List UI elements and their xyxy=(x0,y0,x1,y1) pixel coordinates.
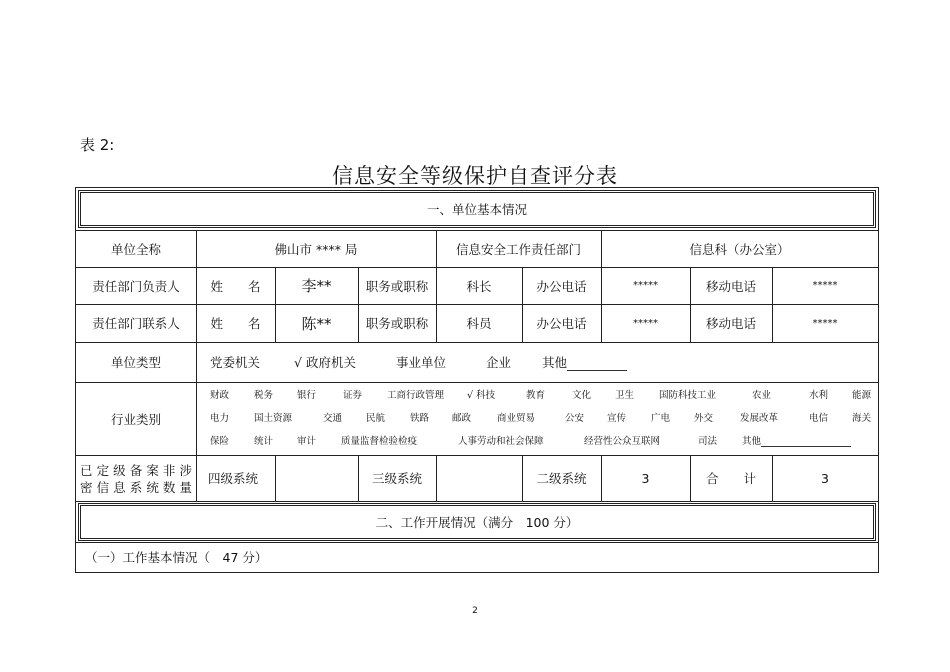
industry-item: 水利 xyxy=(809,390,829,401)
document-title: 信息安全等级保护自查评分表 xyxy=(332,164,618,188)
total-systems-label: 合 计 xyxy=(705,471,756,486)
industry-item: 保险 xyxy=(210,436,230,447)
unit-type-option: 党委机关 xyxy=(210,355,261,370)
level2-systems-label: 二级系统 xyxy=(536,471,587,486)
industry-item: 宣传 xyxy=(607,413,627,424)
dept-contact-title-label: 职务或职称 xyxy=(365,316,429,331)
unit-name-label: 单位全称 xyxy=(110,241,161,257)
industry-item: 银行 xyxy=(297,390,317,401)
dept-head-title: 科长 xyxy=(466,278,492,294)
level4-systems-value xyxy=(275,455,358,501)
industry-item: 工商行政管理 xyxy=(387,390,445,401)
industry-item: 国防科技工业 xyxy=(659,390,717,401)
dept-contact-office-phone-label: 办公电话 xyxy=(536,316,587,331)
dept-head-mobile: ***** xyxy=(812,280,838,291)
dept-contact-name-label: 姓 名 xyxy=(210,316,261,331)
unit-type-label: 单位类型 xyxy=(110,355,161,370)
assessment-table xyxy=(75,187,879,573)
section-header-basic-info: 一、单位基本情况 xyxy=(78,190,876,228)
industry-options xyxy=(196,382,878,455)
dept-head-name-label: 姓 名 xyxy=(210,278,261,294)
industry-item: 能源 xyxy=(852,390,872,401)
industry-item: 商业贸易 xyxy=(497,413,536,424)
industry-item: 发展改革 xyxy=(740,413,779,424)
unit-type-option: √ 政府机关 xyxy=(294,355,356,370)
unit-type-option: 事业单位 xyxy=(396,355,447,370)
industry-item: 文化 xyxy=(572,390,592,401)
system-count-label: 已定级备案非涉 密信息系统数量 xyxy=(80,463,192,495)
industry-item: √ 科技 xyxy=(467,390,496,401)
industry-item: 国土资源 xyxy=(254,413,293,424)
industry-item: 统计 xyxy=(254,436,274,447)
dept-head-office-phone-label: 办公电话 xyxy=(536,278,587,294)
dept-contact-name: 陈** xyxy=(301,314,332,333)
industry-item: 财政 xyxy=(210,390,230,401)
total-systems-value: 3 xyxy=(821,470,829,486)
industry-item: 司法 xyxy=(698,436,718,447)
industry-item: 证券 xyxy=(343,390,363,401)
dept-head-label: 责任部门负责人 xyxy=(92,278,180,294)
industry-item: 海关 xyxy=(852,413,872,424)
dept-head-title-label: 职务或职称 xyxy=(365,278,429,294)
industry-item: 外交 xyxy=(694,413,714,424)
responsible-dept-value: 信息科（办公室） xyxy=(689,241,790,257)
level4-systems-label: 四级系统 xyxy=(208,471,259,486)
unit-name-value: 佛山市 **** 局 xyxy=(274,241,358,257)
industry-item: 铁路 xyxy=(410,413,430,424)
industry-item: 广电 xyxy=(651,413,671,424)
industry-item: 电力 xyxy=(210,413,230,424)
dept-contact-title: 科员 xyxy=(466,316,492,331)
unit-type-other: 其他 xyxy=(542,353,627,371)
industry-item: 税务 xyxy=(254,390,274,401)
dept-contact-mobile-label: 移动电话 xyxy=(705,316,756,331)
industry-item: 农业 xyxy=(752,390,772,401)
industry-item: 邮政 xyxy=(452,413,472,424)
industry-item: 人事劳动和社会保障 xyxy=(458,436,544,447)
industry-item: 教育 xyxy=(526,390,546,401)
dept-head-office-phone: ***** xyxy=(633,280,658,291)
industry-other: 其他 xyxy=(742,433,851,447)
industry-item: 公安 xyxy=(565,413,585,424)
industry-item: 审计 xyxy=(297,436,317,447)
industry-item: 质量监督检验检疫 xyxy=(341,436,418,447)
subsection-basic-work: （一）工作基本情况（ 47 分） xyxy=(85,550,268,565)
industry-label: 行业类别 xyxy=(110,411,161,427)
dept-contact-label: 责任部门联系人 xyxy=(92,316,180,331)
industry-item: 民航 xyxy=(366,413,386,424)
dept-contact-office-phone: ***** xyxy=(633,317,658,329)
level3-systems-label: 三级系统 xyxy=(371,471,422,486)
industry-item: 经营性公众互联网 xyxy=(584,436,661,447)
level3-systems-value xyxy=(436,455,522,501)
industry-item: 卫生 xyxy=(615,390,635,401)
responsible-dept-label: 信息安全工作责任部门 xyxy=(455,241,581,257)
unit-type-option: 企业 xyxy=(486,355,512,370)
unit-type-options xyxy=(196,342,878,382)
industry-item: 电信 xyxy=(809,413,829,424)
industry-item: 交通 xyxy=(323,413,343,424)
dept-head-mobile-label: 移动电话 xyxy=(705,278,756,294)
dept-head-name: 李** xyxy=(301,277,332,295)
table-label: 表 2: xyxy=(80,136,115,154)
section-header-work-status: 二、工作开展情况（满分 100 分） xyxy=(78,503,876,541)
level2-systems-value: 3 xyxy=(641,470,650,486)
dept-contact-mobile: ***** xyxy=(812,317,838,329)
page-number: 2 xyxy=(472,606,478,616)
